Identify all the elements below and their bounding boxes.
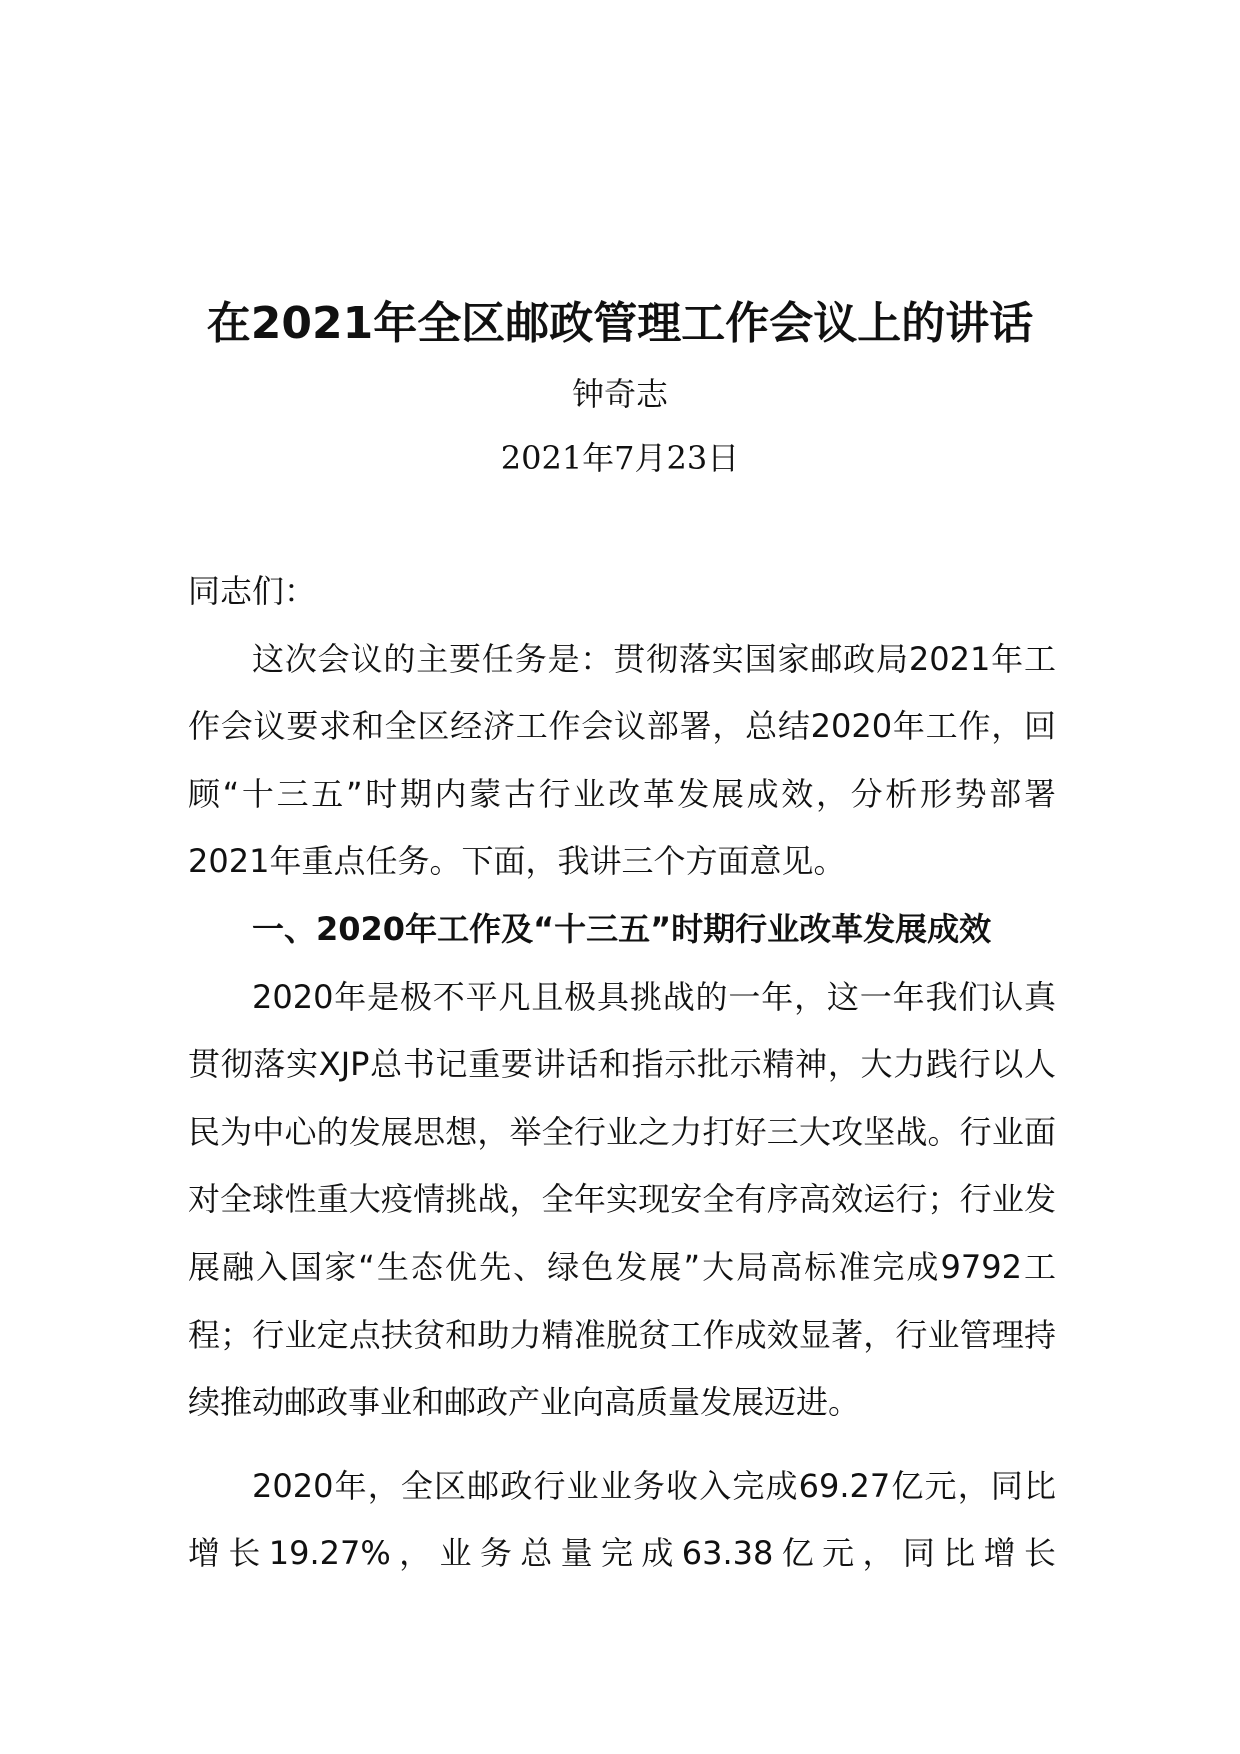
document-date: 2021年7月23日 (500, 439, 740, 477)
section-heading: 一、2020年工作及“十三五”时期行业改革发展成效 (252, 909, 992, 948)
document-title: 在2021年全区邮政管理工作会议上的讲话 (206, 298, 1034, 349)
section-paragraph-continued: 2020年，全区邮政行业业务收入完成69.27亿元，同比增长19.27%，业务总量完成63.38亿元，同比增长 (188, 1466, 1056, 1573)
salutation: 同志们： (188, 572, 317, 610)
section-paragraph: 2020年是极不平凡且极具挑战的一年，这一年我们认真贯彻落实XJP总书记重要讲话和指示批示精神，大力践行以人民为中心的发展思想，举全行业之力打好三大攻坚战。行业面对全球性重大疫情挑战，全年实现安全有序高效运行；行业发展融入国家“生态优先、绿色发展”大局高标准完成9792工程；行业定点扶贫和助力精准脱贫工作成效显著，行业管理持续推动邮政事业和邮政产业向高质量发展迈进。 (188, 977, 1056, 1422)
intro-paragraph: 这次会议的主要任务是：贯彻落实国家邮政局2021年工作会议要求和全区经济工作会议部署，总结2020年工作，回顾“十三五”时期内蒙古行业改革发展成效，分析形势部署2021年重点任务。下面，我讲三个方面意见。 (188, 639, 1056, 881)
author-name: 钟奇志 (571, 375, 668, 413)
document-body (188, 558, 1056, 1588)
